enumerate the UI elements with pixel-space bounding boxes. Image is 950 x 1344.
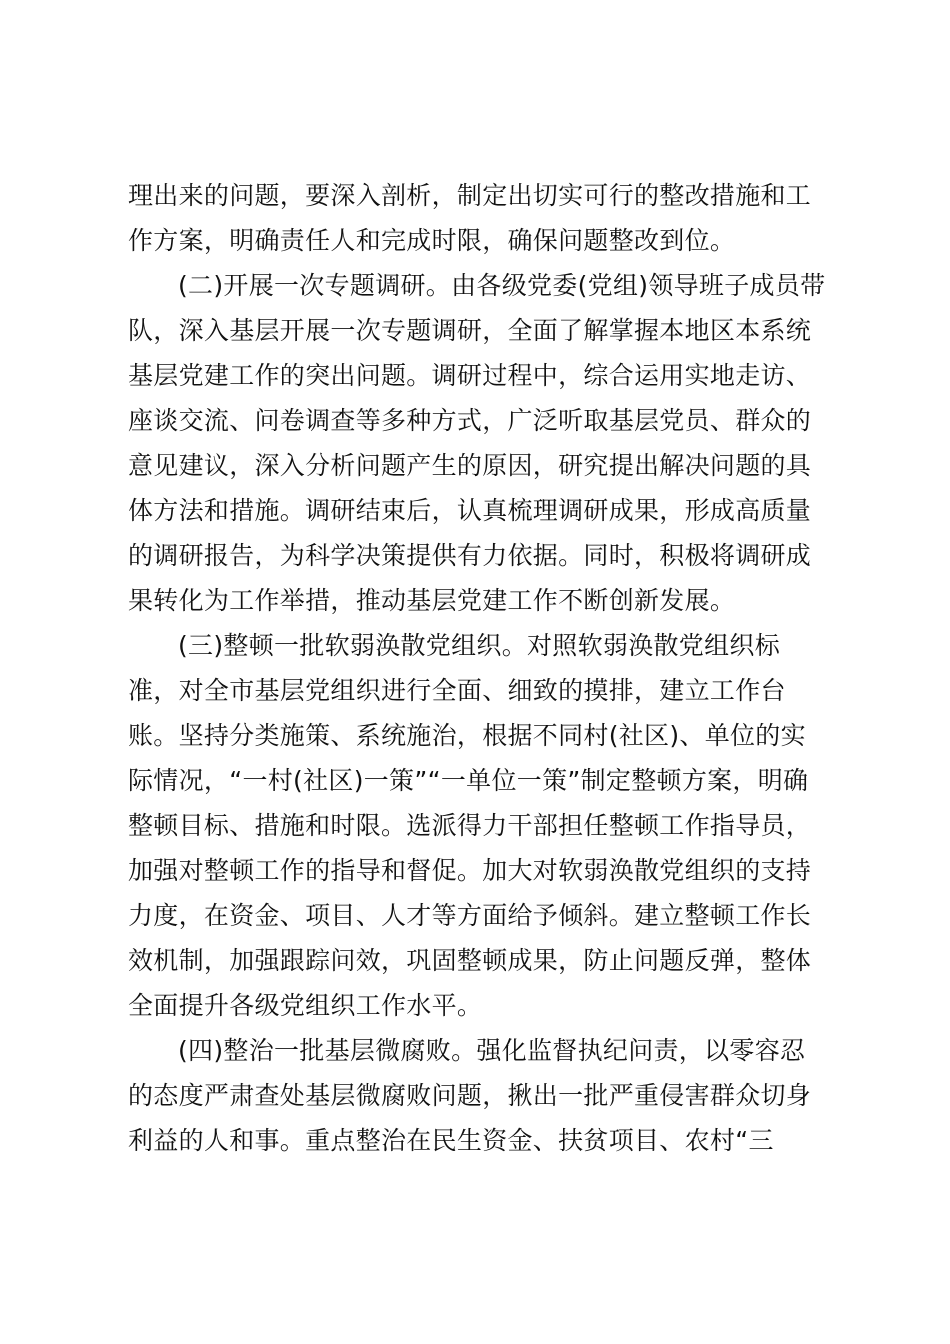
text-line: 体方法和措施。调研结束后，认真梳理调研成果，形成高质量 bbox=[128, 496, 812, 525]
document-body bbox=[128, 173, 828, 1163]
text-line: 理出来的问题，要深入剖析，制定出切实可行的整改措施和工 bbox=[128, 181, 812, 210]
text-line: 作方案，明确责任人和完成时限，确保问题整改到位。 bbox=[128, 226, 736, 255]
section-heading-line: (三)整顿一批软弱涣散党组织。对照软弱涣散党组织标 bbox=[178, 631, 781, 660]
text-line: 果转化为工作举措，推动基层党建工作不断创新发展。 bbox=[128, 586, 736, 615]
text-line: 整顿目标、措施和时限。选派得力干部担任整顿工作指导员， bbox=[128, 811, 812, 840]
text-line: 际情况，“一村(社区)一策”“一单位一策”制定整顿方案，明确 bbox=[128, 766, 809, 795]
text-line: 座谈交流、问卷调查等多种方式，广泛听取基层党员、群众的 bbox=[128, 406, 812, 435]
section-heading-line: (四)整治一批基层微腐败。强化监督执纪问责，以零容忍 bbox=[178, 1036, 806, 1065]
section-heading-line: (二)开展一次专题调研。由各级党委(党组)领导班子成员带 bbox=[178, 271, 826, 300]
text-line: 的态度严肃查处基层微腐败问题，揪出一批严重侵害群众切身 bbox=[128, 1081, 812, 1110]
text-line: 全面提升各级党组织工作水平。 bbox=[128, 991, 483, 1020]
text-line: 的调研报告，为科学决策提供有力依据。同时，积极将调研成 bbox=[128, 541, 812, 570]
text-line: 账。坚持分类施策、系统施治，根据不同村(社区)、单位的实 bbox=[128, 721, 806, 750]
text-line: 效机制，加强跟踪问效，巩固整顿成果，防止问题反弹，整体 bbox=[128, 946, 812, 975]
text-line: 准，对全市基层党组织进行全面、细致的摸排，建立工作台 bbox=[128, 676, 786, 705]
text-line: 加强对整顿工作的指导和督促。加大对软弱涣散党组织的支持 bbox=[128, 856, 812, 885]
text-line: 队，深入基层开展一次专题调研，全面了解掌握本地区本系统 bbox=[128, 316, 812, 345]
text-line: 力度，在资金、项目、人才等方面给予倾斜。建立整顿工作长 bbox=[128, 901, 812, 930]
text-line: 利益的人和事。重点整治在民生资金、扶贫项目、农村“三 bbox=[128, 1126, 774, 1155]
text-line: 意见建议，深入分析问题产生的原因，研究提出解决问题的具 bbox=[128, 451, 812, 480]
text-line: 基层党建工作的突出问题。调研过程中，综合运用实地走访、 bbox=[128, 361, 812, 390]
